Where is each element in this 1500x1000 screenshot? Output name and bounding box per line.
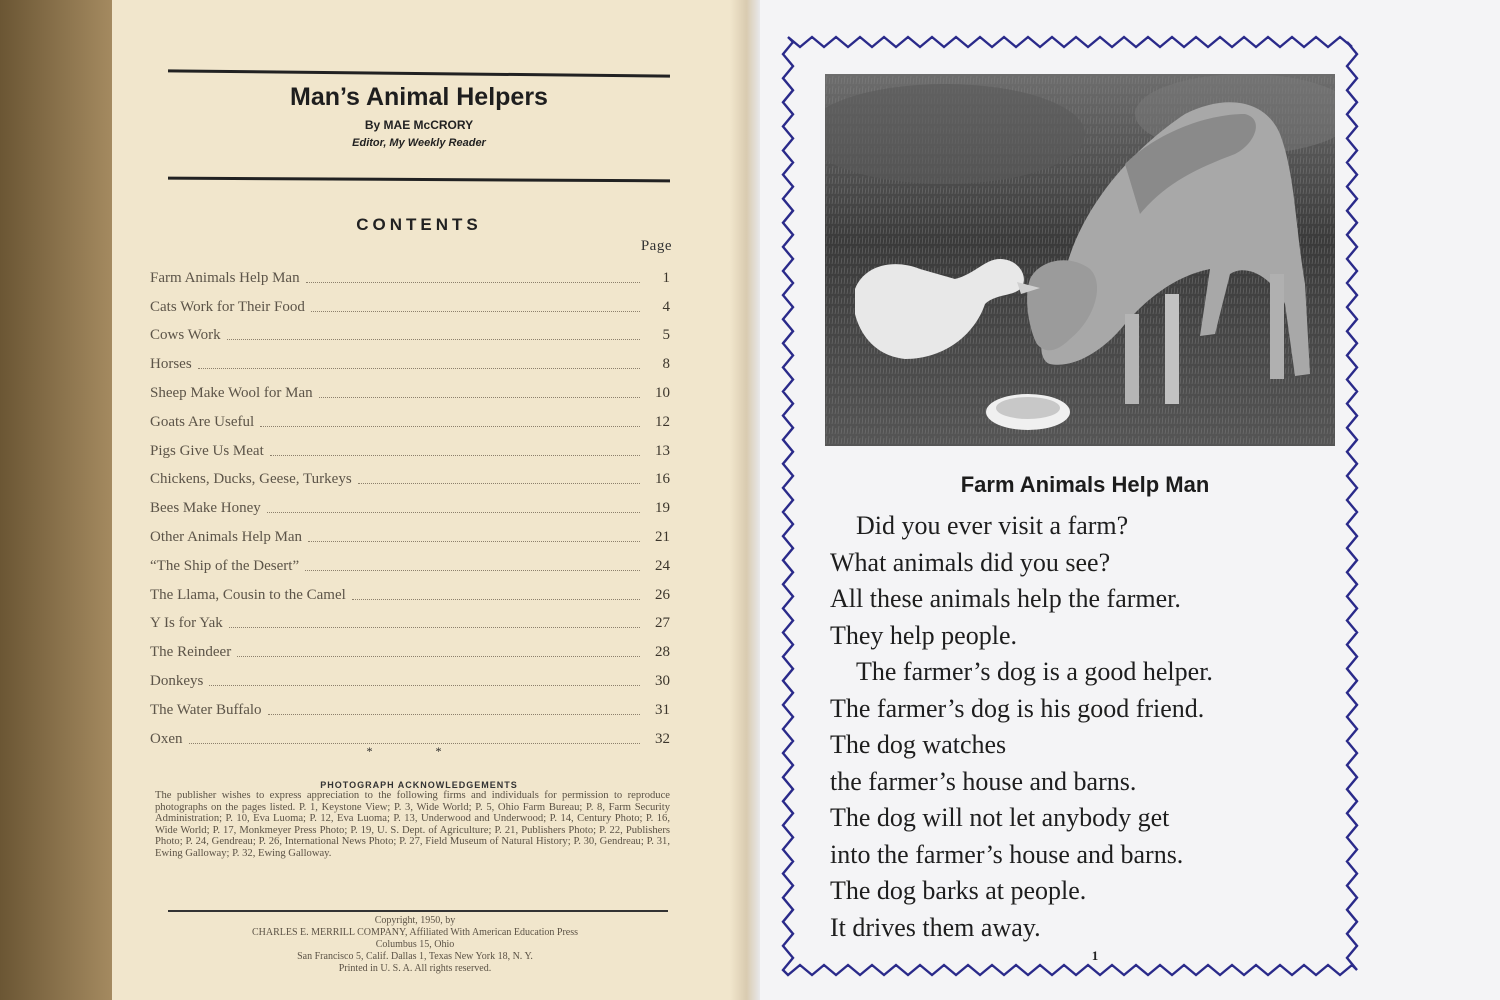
page-number: 1: [1091, 948, 1099, 963]
toc-entry: [150, 402, 670, 431]
publisher-line: CHARLES E. MERRILL COMPANY, Affiliated With American Education Press: [251, 927, 579, 938]
toc-leader: [308, 541, 640, 542]
toc-entry-page: 28: [655, 644, 670, 661]
story-title: Farm Animals Help Man: [960, 472, 1210, 497]
story-line: They help people.: [830, 620, 1017, 650]
toc-entry-page: 4: [662, 298, 670, 315]
toc-entry-title: Sheep Make Wool for Man: [150, 384, 313, 401]
toc-entry-title: Cows Work: [150, 327, 221, 344]
toc-entry: [150, 460, 670, 489]
toc-entry-title: Y Is for Yak: [150, 615, 223, 632]
story-line: into the farmer’s house and barns.: [830, 839, 1184, 869]
story-line: the farmer’s house and barns.: [830, 766, 1137, 796]
toc-entry-page: 24: [655, 557, 670, 574]
author-line: By MAE McCRORY: [364, 118, 474, 132]
toc-entry-page: 21: [655, 528, 670, 545]
toc-entry-page: 31: [655, 701, 670, 718]
toc-entry-title: Pigs Give Us Meat: [150, 442, 264, 459]
story-line: The dog will not let anybody get: [830, 803, 1170, 832]
toc-entry: [150, 575, 670, 604]
story-line: It drives them away.: [830, 912, 1041, 942]
toc-entry-title: Other Animals Help Man: [150, 528, 303, 545]
publisher-city: Columbus 15, Ohio: [375, 939, 455, 950]
story-line: The dog watches: [830, 730, 1007, 759]
toc-leader: [270, 455, 640, 456]
acknowledgements-text: The publisher wishes to express appreciation to the following firms and individuals for permission to reproduce photographs on the pages listed. P. 1, Keystone View; P. 3, Wide World; P. 5, Ohio Farm Bureau; P. 8, Farm Security Administration; P. 10, Eva Luoma; P. 12, Eva Luoma; P. 13, Underwood and Underwood; P. 14, Century Photo; P. 16, Wide World; P. 17, Monkmeyer Press Photo; P. 19, U. S. Dept. of Agriculture; P. 21, Publishers Photo; P. 22, Publishers Photo; P. 24, Gendreau; P. 26, International News Photo; P. 27, Field Museum of Natural History; P. 30, Gendreau; P. 31, Ewing Galloway; P. 32, Ewing Galloway.: [155, 790, 670, 859]
publisher-cities: San Francisco 5, Calif. Dallas 1, Texas New York 18, N. Y.: [297, 951, 533, 962]
toc-leader: [319, 397, 640, 398]
printed-line: Printed in U. S. A. All rights reserved.: [338, 963, 492, 974]
toc-entry-page: 19: [655, 500, 670, 517]
toc-entry-title: Goats Are Useful: [150, 413, 255, 430]
acknowledgements-heading: PHOTOGRAPH ACKNOWLEDGEMENTS: [320, 780, 518, 790]
toc-entry-title: Bees Make Honey: [150, 500, 261, 517]
toc-entry-title: Oxen: [150, 730, 183, 747]
toc-entry: [150, 690, 670, 719]
toc-entry: [150, 604, 670, 633]
toc-entry-page: 1: [662, 269, 670, 286]
toc-entry-page: 27: [655, 615, 670, 632]
toc-entry-page: 10: [655, 384, 670, 401]
toc-entry-page: 26: [655, 586, 670, 603]
toc-entry: [150, 431, 670, 460]
dog-and-duck-photo: [825, 74, 1335, 446]
toc-leader: [358, 483, 640, 484]
toc-entry: [150, 258, 670, 287]
toc-entry: [150, 546, 670, 575]
toc-entry: [150, 287, 670, 316]
story-line: The dog barks at people.: [830, 876, 1087, 905]
toc-leader: [267, 512, 640, 513]
table-of-contents: [150, 258, 670, 748]
book-gutter: [730, 0, 760, 1000]
toc-entry: [150, 661, 670, 690]
book-edge-shadow: [0, 0, 112, 1000]
toc-entry-title: The Reindeer: [150, 644, 232, 661]
editor-line: Editor, My Weekly Reader: [352, 137, 486, 149]
toc-entry: [150, 316, 670, 345]
toc-leader: [305, 570, 640, 571]
toc-leader: [227, 339, 640, 340]
toc-entry-title: Farm Animals Help Man: [150, 269, 300, 286]
toc-leader: [237, 656, 640, 657]
toc-entry-page: 13: [655, 442, 670, 459]
toc-leader: [311, 311, 640, 312]
toc-leader: [229, 627, 640, 628]
book-title: Man’s Animal Helpers: [290, 83, 548, 111]
toc-entry-page: 30: [655, 672, 670, 689]
toc-entry: [150, 632, 670, 661]
toc-entry: [150, 488, 670, 517]
story-line: Did you ever visit a farm?: [856, 511, 1129, 540]
toc-entry-title: “The Ship of the Desert”: [150, 557, 300, 574]
toc-leader: [209, 685, 640, 686]
toc-entry-title: Horses: [150, 356, 192, 373]
toc-entry-title: Chickens, Ducks, Geese, Turkeys: [150, 471, 352, 488]
toc-entry-page: 12: [655, 413, 670, 430]
section-stars: * *: [366, 744, 472, 758]
page-column-heading: Page: [640, 238, 672, 254]
toc-entry: [150, 517, 670, 546]
contents-heading: CONTENTS: [356, 215, 482, 234]
publisher-imprint: [160, 915, 670, 975]
toc-entry-page: 5: [662, 327, 670, 344]
story-line: The farmer’s dog is his good friend.: [830, 693, 1205, 723]
toc-leader: [260, 426, 640, 427]
toc-entry-title: Cats Work for Their Food: [150, 298, 305, 315]
story-text: [830, 508, 1330, 946]
toc-entry-page: 16: [655, 471, 670, 488]
copyright-line: Copyright, 1950, by: [374, 915, 456, 926]
story-line: What animals did you see?: [830, 547, 1111, 577]
toc-entry-title: The Llama, Cousin to the Camel: [150, 586, 346, 603]
toc-entry-title: The Water Buffalo: [150, 701, 262, 718]
toc-leader: [306, 282, 640, 283]
story-line: All these animals help the farmer.: [830, 584, 1181, 613]
story-line: The farmer’s dog is a good helper.: [856, 657, 1213, 686]
toc-entry-page: 8: [662, 356, 670, 373]
toc-entry: [150, 373, 670, 402]
imprint-rule: [168, 910, 668, 912]
toc-leader: [352, 599, 640, 600]
toc-entry: [150, 344, 670, 373]
toc-leader: [198, 368, 640, 369]
toc-entry-title: Donkeys: [150, 672, 204, 689]
toc-entry-page: 32: [655, 730, 670, 747]
toc-leader: [268, 714, 640, 715]
